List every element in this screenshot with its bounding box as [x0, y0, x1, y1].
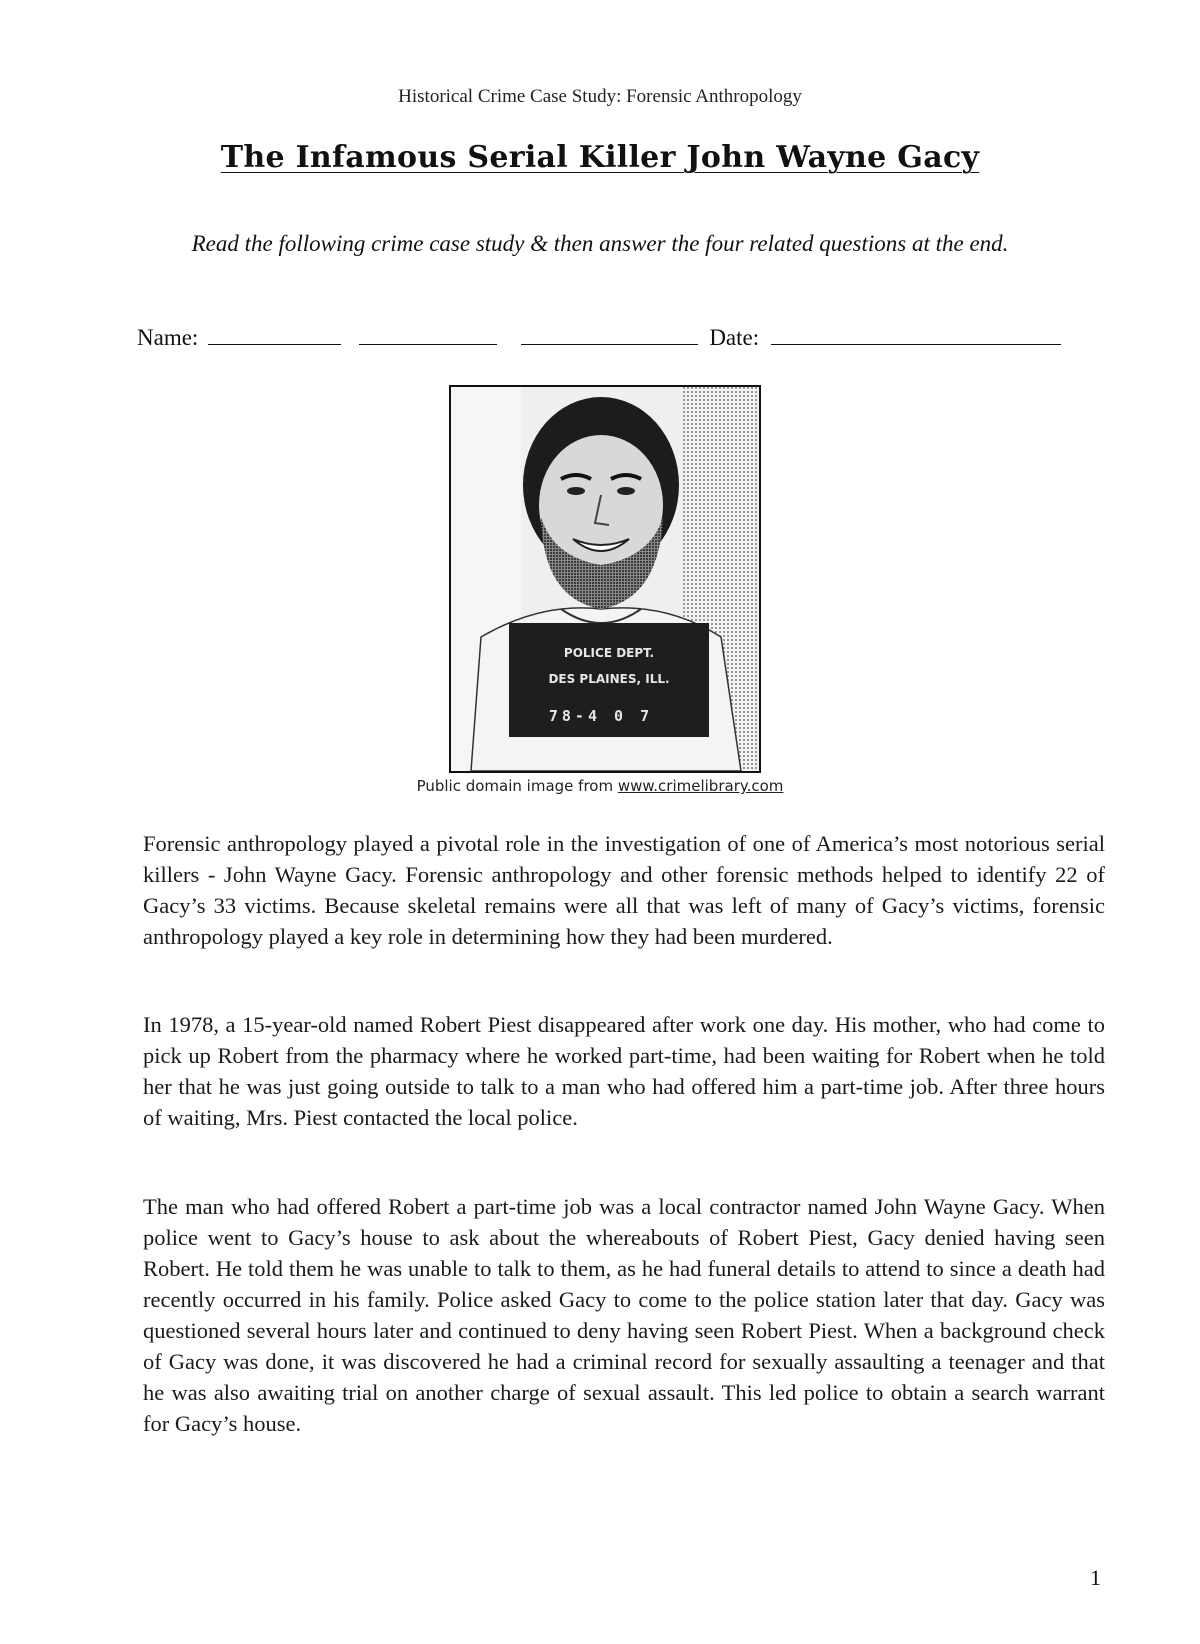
caption-prefix: Public domain image from: [416, 777, 618, 795]
placard-line-2: DES PLAINES, ILL.: [548, 672, 670, 686]
document-header: Historical Crime Case Study: Forensic Anthropology: [398, 86, 802, 107]
date-field[interactable]: [771, 344, 1061, 345]
paragraph-3: The man who had offered Robert a part-time job was a local contractor named John Wayne Gacy. When police went to Gacy’s house to ask about the whereabouts of Robert Piest, Gacy denied having seen Robert. He told them he was unable to talk to them, as he had funeral details to attend to since a death had recently occurred in his family. Police asked Gacy to come to the police station later that day. Gacy was questioned several hours later and continued to deny having seen Robert Piest. When a background check of Gacy was done, it was discovered he had a criminal record for sexually assaulting a teenager and that he was also awaiting trial on another charge of sexual assault. This led police to obtain a search warrant for Gacy’s house.: [143, 1194, 1105, 1436]
mugshot-photo: [449, 385, 761, 773]
caption-link[interactable]: www.crimelibrary.com: [617, 777, 784, 795]
placard-line-1: POLICE DEPT.: [563, 646, 655, 660]
paragraph-2: In 1978, a 15-year-old named Robert Piest disappeared after work one day. His mother, who had come to pick up Robert from the pharmacy where he worked part-time, had been waiting for Robert when he told her that he was just going outside to talk to a man who had offered him a part-time job. After three hours of waiting, Mrs. Piest contacted the local police.: [143, 1012, 1105, 1130]
photo-caption: [0, 777, 1200, 795]
name-date-row: [137, 325, 1061, 351]
date-label: Date:: [709, 325, 760, 350]
page-title: [0, 140, 1200, 175]
name-field-line-2: [359, 344, 497, 345]
page-number: 1: [1090, 1565, 1101, 1590]
name-label: Name:: [137, 325, 199, 350]
name-field[interactable]: [208, 344, 341, 345]
paragraph-1: Forensic anthropology played a pivotal role in the investigation of one of America’s most notorious serial killers - John Wayne Gacy. Forensic anthropology and other forensic methods helped to identify 22 of Gacy’s 33 victims. Because skeletal remains were all that was left of many of Gacy’s victims, forensic anthropology played a key role in determining how they had been murdered.: [143, 831, 1105, 949]
name-field-line-3: [521, 344, 698, 345]
page-title-text: The Infamous Serial Killer John Wayne Gacy: [220, 140, 980, 175]
placard-line-3: 78-4 0 7: [548, 707, 654, 725]
mugshot-image: [451, 387, 759, 771]
instructions-text: Read the following crime case study & then answer the four related questions at the end.: [191, 231, 1009, 256]
